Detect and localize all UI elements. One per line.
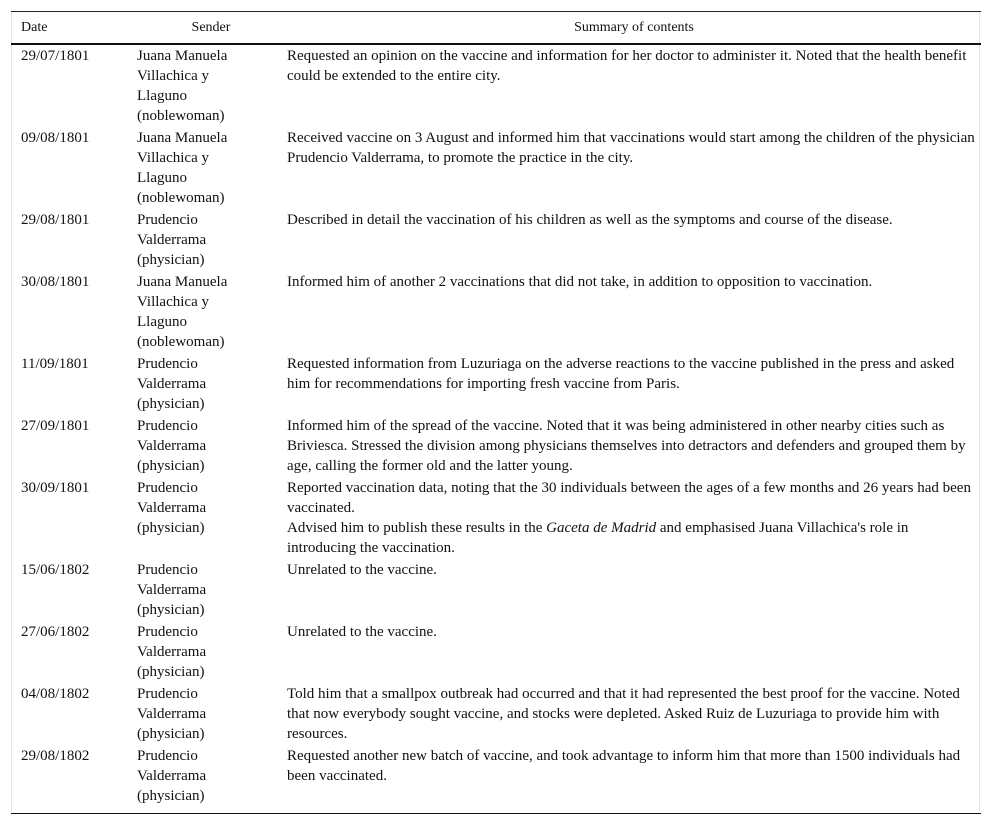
summary-cell	[287, 559, 981, 621]
sender-line: (physician)	[137, 252, 205, 268]
sender-line: Villachica y	[137, 294, 209, 310]
date-cell: 27/09/1801	[21, 418, 90, 434]
sender-line: Valderrama	[137, 768, 207, 784]
summary-cell	[287, 477, 981, 559]
table-row	[11, 271, 981, 353]
summary-cell	[287, 271, 981, 353]
summary-paragraph: Unrelated to the vaccine.	[287, 562, 437, 578]
summary-paragraph: Requested an opinion on the vaccine and information for her doctor to administer it. Noted that the health benefit could be extended to the entire city.	[287, 48, 967, 84]
sender-line: Prudencio	[137, 356, 198, 372]
summary-cell	[287, 127, 981, 209]
summary-paragraph: Received vaccine on 3 August and informed him that vaccinations would start among the children of the physician Prudencio Valderrama, to promote the practice in the city.	[287, 130, 975, 166]
table-header-row	[11, 12, 981, 45]
summary-cell	[287, 683, 981, 745]
summary-cell	[287, 745, 981, 814]
summary-paragraph: Unrelated to the vaccine.	[287, 624, 437, 640]
summary-cell	[287, 415, 981, 477]
sender-cell	[137, 209, 287, 271]
date-cell: 27/06/1802	[21, 624, 90, 640]
sender-line: Juana Manuela	[137, 130, 228, 146]
sender-cell	[137, 127, 287, 209]
sender-line: Prudencio	[137, 686, 198, 702]
date-cell: 29/08/1802	[21, 748, 90, 764]
sender-line: (noblewoman)	[137, 334, 225, 350]
table-row	[11, 683, 981, 745]
sender-line: Valderrama	[137, 644, 207, 660]
sender-line: Llaguno	[137, 314, 187, 330]
table-row	[11, 559, 981, 621]
publication-title: Gaceta de Madrid	[546, 520, 657, 536]
header-sender: Sender	[191, 19, 231, 35]
sender-line: (physician)	[137, 788, 205, 804]
summary-paragraph: Requested information from Luzuriaga on the adverse reactions to the vaccine published in the press and asked him for recommendations for importing fresh vaccine from Paris.	[287, 356, 955, 392]
sender-line: Villachica y	[137, 68, 209, 84]
table-row	[11, 44, 981, 127]
table-row	[11, 415, 981, 477]
sender-line: Prudencio	[137, 418, 198, 434]
sender-line: Valderrama	[137, 706, 207, 722]
sender-line: Prudencio	[137, 562, 198, 578]
date-cell: 30/08/1801	[21, 274, 90, 290]
summary-text: Advised him to publish these results in the	[287, 520, 547, 536]
header-date: Date	[21, 19, 48, 35]
sender-line: (physician)	[137, 520, 205, 536]
sender-cell	[137, 683, 287, 745]
summary-cell	[287, 621, 981, 683]
sender-cell	[137, 745, 287, 814]
sender-line: Valderrama	[137, 438, 207, 454]
table-row	[11, 127, 981, 209]
header-summary: Summary of contents	[574, 19, 694, 35]
sender-line: Villachica y	[137, 150, 209, 166]
sender-line: (physician)	[137, 396, 205, 412]
sender-line: Valderrama	[137, 376, 207, 392]
sender-line: (noblewoman)	[137, 108, 225, 124]
sender-line: Valderrama	[137, 582, 207, 598]
summary-cell	[287, 44, 981, 127]
date-cell: 11/09/1801	[21, 356, 89, 372]
sender-line: Valderrama	[137, 500, 207, 516]
date-cell: 09/08/1801	[21, 130, 90, 146]
summary-cell	[287, 353, 981, 415]
sender-line: Valderrama	[137, 232, 207, 248]
sender-line: Llaguno	[137, 170, 187, 186]
table-body	[11, 44, 981, 814]
summary-cell	[287, 209, 981, 271]
correspondence-table	[11, 11, 981, 814]
date-cell: 04/08/1802	[21, 686, 90, 702]
sender-cell	[137, 477, 287, 559]
sender-line: (physician)	[137, 664, 205, 680]
sender-cell	[137, 271, 287, 353]
summary-paragraph: Informed him of another 2 vaccinations that did not take, in addition to opposition to vaccination.	[287, 274, 873, 290]
sender-line: Juana Manuela	[137, 274, 228, 290]
sender-line: Prudencio	[137, 212, 198, 228]
sender-line: Juana Manuela	[137, 48, 228, 64]
sender-line: Prudencio	[137, 480, 198, 496]
date-cell: 29/08/1801	[21, 212, 90, 228]
summary-paragraph: Requested another new batch of vaccine, and took advantage to inform him that more than 1500 individuals had been vaccinated.	[287, 748, 961, 784]
table-row	[11, 477, 981, 559]
sender-line: (physician)	[137, 458, 205, 474]
sender-line: (noblewoman)	[137, 190, 225, 206]
sender-cell	[137, 559, 287, 621]
table-row	[11, 745, 981, 814]
sender-cell	[137, 44, 287, 127]
table-row	[11, 621, 981, 683]
summary-paragraph: Informed him of the spread of the vaccine. Noted that it was being administered in other nearby cities such as Briviesca. Stressed the division among physicians themselves into detractors and defenders and grouped them by age, calling the former old and the latter young.	[287, 418, 966, 474]
sender-line: (physician)	[137, 726, 205, 742]
date-cell: 15/06/1802	[21, 562, 90, 578]
summary-text: and emphasised Juana Villachica's role in introducing the vaccination.	[287, 520, 909, 556]
sender-line: Prudencio	[137, 624, 198, 640]
sender-cell	[137, 353, 287, 415]
date-cell: 29/07/1801	[21, 48, 90, 64]
sender-line: Llaguno	[137, 88, 187, 104]
table-row	[11, 209, 981, 271]
summary-paragraph: Told him that a smallpox outbreak had occurred and that it had represented the best proof for the vaccine. Noted that now everybody sought vaccine, and stocks were depleted. Asked Ruiz de Luzuriaga to provide him with resources.	[287, 686, 960, 742]
sender-cell	[137, 621, 287, 683]
sender-line: (physician)	[137, 602, 205, 618]
summary-paragraph	[287, 518, 981, 558]
summary-paragraph: Reported vaccination data, noting that the 30 individuals between the ages of a few months and 26 years had been vaccinated.	[287, 480, 971, 516]
sender-cell	[137, 415, 287, 477]
table-row	[11, 353, 981, 415]
date-cell: 30/09/1801	[21, 480, 90, 496]
sender-line: Prudencio	[137, 748, 198, 764]
summary-paragraph: Described in detail the vaccination of his children as well as the symptoms and course of the disease.	[287, 212, 893, 228]
